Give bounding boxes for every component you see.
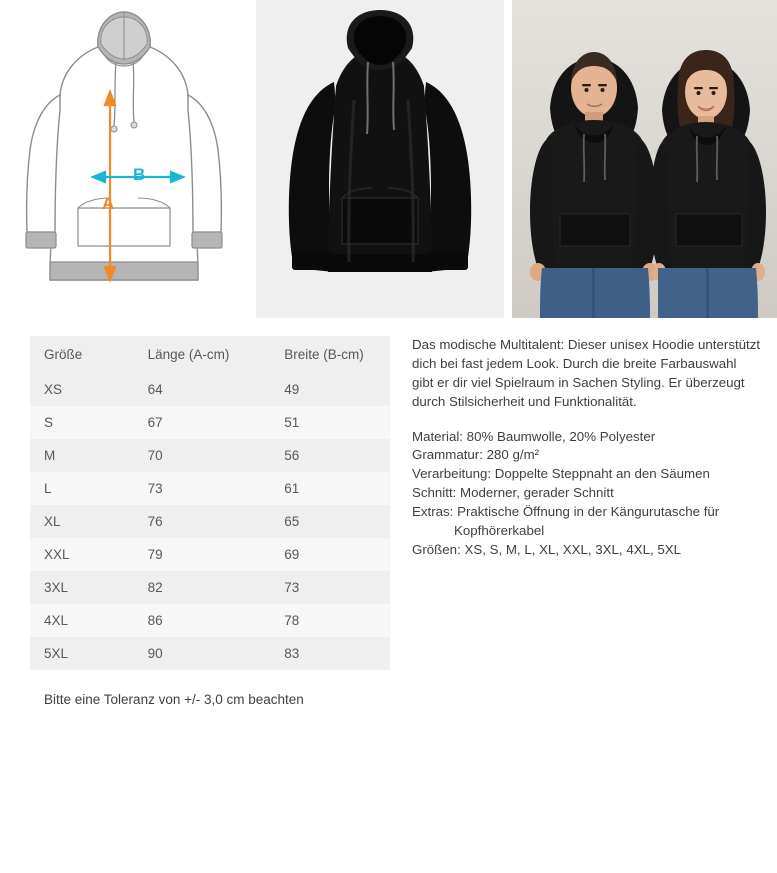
cell-width: 78 (270, 604, 390, 637)
cell-width: 51 (270, 406, 390, 439)
hoodie-line-drawing (0, 0, 248, 318)
table-row (30, 637, 390, 670)
header-length: Länge (A-cm) (134, 336, 271, 373)
cell-length: 82 (134, 571, 271, 604)
size-table-column (0, 336, 390, 707)
dimension-a-label: A (102, 194, 115, 213)
product-image-row (0, 0, 777, 318)
cell-length: 90 (134, 637, 271, 670)
dimension-b-label: B (133, 165, 146, 184)
cell-length: 70 (134, 439, 271, 472)
size-table-body (30, 373, 390, 670)
table-row (30, 604, 390, 637)
cell-size: XXL (30, 538, 134, 571)
table-row (30, 538, 390, 571)
product-photo-panel (256, 0, 504, 318)
table-row (30, 439, 390, 472)
cell-length: 64 (134, 373, 271, 406)
cell-length: 67 (134, 406, 271, 439)
cell-width: 69 (270, 538, 390, 571)
description-intro: Das modische Multitalent: Dieser unisex Hoodie unterstützt dich bei fast jedem Look. Durch die breite Farbauswahl gibt er dir viel Spielraum in Sachen Styling. Er überzeugt durch Stilsicherheit und Funktionalität. (412, 337, 761, 409)
table-row (30, 406, 390, 439)
spec-processing: Verarbeitung: Doppelte Steppnaht an den Säumen (412, 466, 710, 482)
cell-size: XL (30, 505, 134, 538)
spec-extras: Extras: Praktische Öffnung in der Kängurutasche für (412, 504, 720, 519)
size-table-head (30, 336, 390, 373)
tolerance-note: Bitte eine Toleranz von +/- 3,0 cm beachten (44, 692, 304, 707)
black-hoodie-photo (256, 0, 504, 318)
cell-length: 79 (134, 538, 271, 571)
cell-size: S (30, 406, 134, 439)
table-header-row (30, 336, 390, 373)
spec-sizes: Größen: XS, S, M, L, XL, XXL, 3XL, 4XL, 5XL (412, 541, 682, 557)
spec-extras-cont: Kopfhörerkabel (454, 522, 545, 538)
size-table (30, 336, 390, 670)
cell-width: 56 (270, 439, 390, 472)
description-column (390, 336, 777, 707)
cell-size: 4XL (30, 604, 134, 637)
details-section (0, 318, 777, 707)
spec-material: Material: 80% Baumwolle, 20% Polyester (412, 428, 656, 444)
cell-width: 73 (270, 571, 390, 604)
spec-weight: Grammatur: 280 g/m² (412, 447, 540, 463)
table-row (30, 571, 390, 604)
cell-size: L (30, 472, 134, 505)
models-photo-panel (512, 0, 777, 318)
cell-length: 76 (134, 505, 271, 538)
technical-sketch-panel (0, 0, 248, 318)
cell-width: 61 (270, 472, 390, 505)
table-row (30, 505, 390, 538)
technical-sketch-image (0, 0, 248, 318)
header-width: Breite (B-cm) (270, 336, 390, 373)
cell-size: M (30, 439, 134, 472)
cell-width: 49 (270, 373, 390, 406)
cell-width: 65 (270, 505, 390, 538)
header-size: Größe (30, 336, 134, 373)
cell-length: 73 (134, 472, 271, 505)
spec-cut: Schnitt: Moderner, gerader Schnitt (412, 485, 614, 501)
cell-size: 5XL (30, 637, 134, 670)
cell-size: 3XL (30, 571, 134, 604)
cell-size: XS (30, 373, 134, 406)
table-row (30, 472, 390, 505)
models-wearing-hoodies-photo (512, 0, 777, 318)
table-row (30, 373, 390, 406)
cell-width: 83 (270, 637, 390, 670)
cell-length: 86 (134, 604, 271, 637)
